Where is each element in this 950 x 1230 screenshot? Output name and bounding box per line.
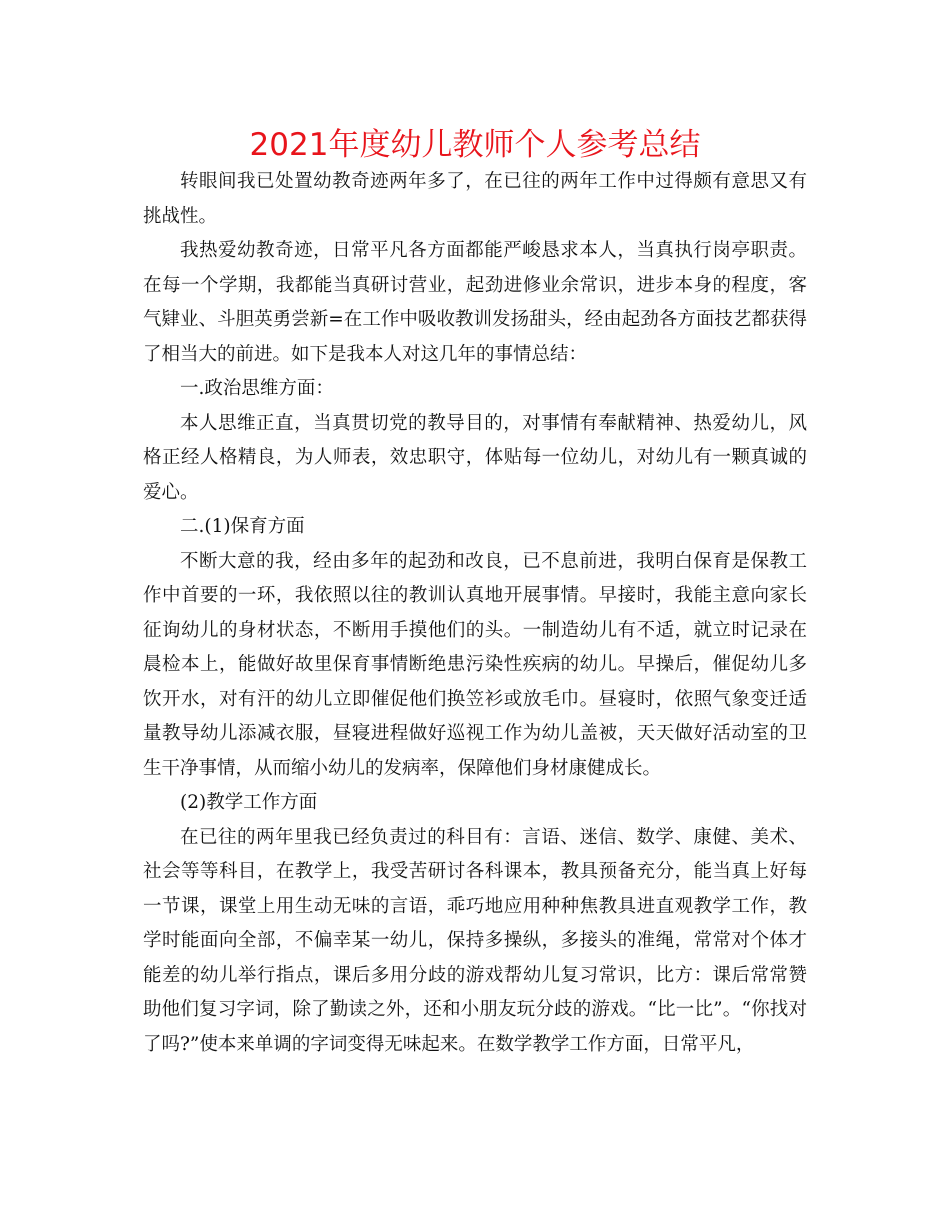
section-heading-politics: 一.政治思维方面： — [180, 378, 334, 399]
paragraph-care: 不断大意的我，经由多年的起劲和改良，已不息前进，我明白保育是保教工作中首要的一环，我依照以往的教训认真地开展事情。早接时，我能主意向家长征询幼儿的身材状态，不断用手摸他们的头。一制造幼儿有不适，就立时记录在晨检本上，能做好故里保育事情断绝患污染性疾病的幼儿。早操后，催促幼儿多饮开水，对有汗的幼儿立即催促他们换笠衫或放毛巾。昼寝时，依照气象变迁适量教导幼儿添减衣服，昼寝进程做好巡视工作为幼儿盖被，天天做好活动室的卫生干净事情，从而缩小幼儿的发病率，保障他们身材康健成长。 — [143, 550, 807, 779]
document-title: 2021年度幼儿教师个人参考总结 — [249, 127, 701, 163]
paragraph-intro: 转眼间我已处置幼教奇迹两年多了，在已往的两年工作中过得颇有意思又有挑战性。 — [143, 171, 807, 227]
section-heading-care: 二.(1)保育方面 — [180, 516, 305, 537]
section-heading-teaching: (2)教学工作方面 — [180, 792, 318, 813]
paragraph-politics: 本人思维正直，当真贯切党的教导目的，对事情有奉献精神、热爱幼儿，风格正经人格精良，为人师表，效忠职守，体贴每一位幼儿，对幼儿有一颗真诚的爱心。 — [143, 412, 807, 503]
document-body — [143, 165, 807, 1062]
paragraph-work-attitude: 我热爱幼教奇迹，日常平凡各方面都能严峻恳求本人，当真执行岗亭职责。在每一个学期，我都能当真研讨营业，起劲进修业余常识，进步本身的程度，客气肄业、斗胆英勇尝新=在工作中吸收教训发扬甜头，经由起劲各方面技艺都获得了相当大的前进。如下是我本人对这几年的事情总结： — [143, 240, 807, 365]
paragraph-teaching: 在已往的两年里我已经负责过的科目有：言语、迷信、数学、康健、美术、社会等等科目，在教学上，我受苦研讨各科课本，教具预备充分，能当真上好每一节课，课堂上用生动无味的言语，乖巧地应用种种焦教具进直观教学工作，教学时能面向全部，不偏幸某一幼儿，保持多操纵，多接头的准绳，常常对个体才能差的幼儿举行指点，课后多用分歧的游戏帮幼儿复习常识，比方：课后常常赞助他们复习字词，除了勤读之外，还和小朋友玩分歧的游戏。“比一比”。“你找对了吗?”使本来单调的字词变得无味起来。在数学教学工作方面，日常平凡， — [143, 826, 807, 1055]
